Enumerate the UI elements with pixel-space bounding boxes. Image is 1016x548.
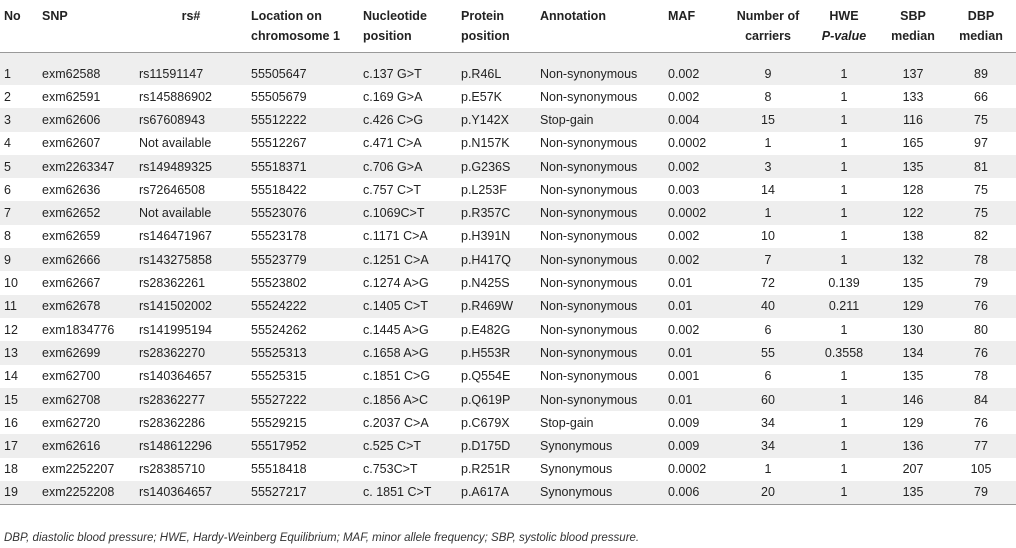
table-cell: 75	[946, 108, 1016, 131]
table-cell: p.H417Q	[457, 248, 536, 271]
table-cell: 122	[880, 201, 946, 224]
table-cell: 89	[946, 52, 1016, 85]
table-cell: p.H553R	[457, 341, 536, 364]
table-cell: exm62652	[38, 201, 135, 224]
table-cell: c.137 G>T	[359, 52, 457, 85]
column-header-line2: median	[891, 29, 935, 43]
table-cell: p.Q619P	[457, 388, 536, 411]
table-cell: 6	[4, 182, 11, 197]
table-cell: 9	[0, 248, 38, 271]
column-header-line2: position	[461, 29, 510, 43]
table-cell: 55523779	[247, 248, 359, 271]
table-cell: 10	[4, 276, 18, 291]
table-cell: c. 1851 C>T	[359, 481, 457, 504]
table-cell: 116	[880, 108, 946, 131]
table-cell: exm62607	[42, 136, 101, 151]
table-cell: 60	[728, 388, 808, 411]
table-cell: p.Y142X	[457, 108, 536, 131]
table-row	[0, 318, 1016, 341]
table-cell: p.R469W	[457, 295, 536, 318]
column-header-line1: No	[4, 9, 21, 23]
table-cell: Non-synonymous	[536, 201, 664, 224]
table-row	[0, 178, 1016, 201]
table-cell: Non-synonymous	[536, 155, 664, 178]
column-header-line1: Number of	[736, 9, 800, 23]
table-cell: c.1851 C>G	[363, 369, 431, 384]
table-cell: rs146471967	[139, 229, 212, 244]
table-cell: 0.003	[668, 182, 700, 197]
table-cell: 3	[728, 155, 808, 178]
table-cell: p.R357C	[457, 201, 536, 224]
table-cell: 128	[902, 182, 924, 197]
table-cell: Synonymous	[536, 481, 664, 504]
table-cell: 135	[880, 481, 946, 504]
table-cell: Non-synonymous	[536, 52, 664, 85]
table-cell: 9	[728, 52, 808, 85]
table-cell: 7	[728, 248, 808, 271]
table-cell: p.Q554E	[461, 369, 511, 384]
table-cell: rs140364657	[135, 481, 247, 504]
table-cell: rs140364657	[139, 369, 212, 384]
table-cell: 132	[880, 248, 946, 271]
table-cell: 17	[0, 434, 38, 457]
table-cell: 76	[946, 295, 1016, 318]
table-cell: 0.002	[664, 155, 728, 178]
table-cell: c.1274 A>G	[363, 276, 429, 291]
table-cell: 0.01	[664, 341, 728, 364]
table-cell: c.1445 A>G	[363, 322, 429, 337]
table-cell: 55527222	[247, 388, 359, 411]
table-cell: 0.002	[668, 322, 700, 337]
table-cell: exm62659	[42, 229, 101, 244]
table-cell: 0.009	[664, 434, 728, 457]
table-cell: 1	[808, 155, 880, 178]
table-cell: 0.0002	[664, 201, 728, 224]
table-cell: 16	[4, 415, 18, 430]
table-row	[0, 248, 1016, 271]
column-header-line1: Protein	[461, 9, 505, 23]
column-header	[946, 0, 1016, 52]
table-cell: rs145886902	[139, 89, 212, 104]
table-cell: c.1069C>T	[359, 201, 457, 224]
table-cell: 55525313	[247, 341, 359, 364]
table-cell: c.753C>T	[363, 462, 418, 477]
table-cell: Non-synonymous	[540, 136, 638, 151]
table-cell: Non-synonymous	[540, 229, 638, 244]
column-header	[880, 0, 946, 52]
table-cell: p.G236S	[457, 155, 536, 178]
table-cell: 137	[880, 52, 946, 85]
column-header-line1: SBP	[900, 9, 926, 23]
table-cell: 0.01	[664, 388, 728, 411]
table-cell: 1	[808, 52, 880, 85]
table-cell: p.N425S	[461, 276, 510, 291]
column-header	[359, 0, 457, 52]
table-cell: 8	[4, 229, 11, 244]
table-cell: 6	[764, 322, 772, 337]
table-cell: 1	[840, 136, 848, 151]
table-cell: 55518371	[247, 155, 359, 178]
column-header-line1: MAF	[668, 9, 696, 23]
column-header-line2: chromosome 1	[251, 29, 340, 43]
table-cell: 105	[970, 462, 992, 477]
table-cell: 55505679	[251, 89, 307, 104]
column-header-line2: carriers	[745, 29, 791, 43]
table-cell: 1	[808, 434, 880, 457]
table-cell: 1	[840, 89, 848, 104]
table-cell: 55512222	[247, 108, 359, 131]
table-cell: 1	[764, 136, 772, 151]
table-row	[0, 108, 1016, 131]
table-cell: 0.002	[668, 89, 700, 104]
table-cell: Non-synonymous	[540, 182, 638, 197]
table-cell: 207	[902, 462, 924, 477]
column-header	[728, 0, 808, 52]
table-cell: 0.211	[808, 295, 880, 318]
table-cell: 0.01	[664, 295, 728, 318]
table-cell: exm62699	[38, 341, 135, 364]
table-cell: p.L253F	[461, 182, 507, 197]
table-cell: rs28362261	[139, 276, 206, 291]
table-cell: exm62678	[38, 295, 135, 318]
table-cell: c.471 C>A	[363, 136, 422, 151]
column-header	[38, 0, 135, 52]
table-cell: p.E57K	[461, 89, 503, 104]
table-cell: 3	[0, 108, 38, 131]
table-cell: 75	[946, 201, 1016, 224]
table-cell: exm62666	[38, 248, 135, 271]
table-cell: rs141502002	[135, 295, 247, 318]
table-cell: c.1171 C>A	[363, 229, 428, 244]
table-row	[0, 132, 1016, 155]
table-cell: exm62720	[42, 415, 101, 430]
table-cell: exm2263347	[38, 155, 135, 178]
table-cell: 135	[902, 276, 924, 291]
table-cell: c.2037 C>A	[363, 415, 429, 430]
table-row	[0, 201, 1016, 224]
table-cell: 0.006	[664, 481, 728, 504]
table-cell: 55517952	[247, 434, 359, 457]
table-cell: 4	[4, 136, 11, 151]
table-cell: Non-synonymous	[540, 276, 638, 291]
table-cell: 0.002	[664, 248, 728, 271]
table-cell: 0.001	[668, 369, 700, 384]
table-cell: 0.3558	[808, 341, 880, 364]
table-cell: c.525 C>T	[359, 434, 457, 457]
table-cell: 14	[4, 369, 18, 384]
table-cell: exm62591	[42, 89, 101, 104]
table-cell: rs28362277	[135, 388, 247, 411]
table-cell: 134	[880, 341, 946, 364]
column-header	[664, 0, 728, 52]
table-cell: 129	[902, 415, 924, 430]
table-cell: 0.009	[668, 415, 700, 430]
table-cell: Not available	[135, 201, 247, 224]
table-cell: 1	[840, 182, 848, 197]
table-cell: p.A617A	[457, 481, 536, 504]
table-cell: 40	[728, 295, 808, 318]
table-cell: p.R251R	[461, 462, 511, 477]
table-cell: c.757 C>T	[363, 182, 422, 197]
column-header	[808, 0, 880, 52]
table-cell: 15	[0, 388, 38, 411]
table-cell: 55505647	[247, 52, 359, 85]
column-header-line2: median	[959, 29, 1003, 43]
table-cell: p.D175D	[457, 434, 536, 457]
table-row	[0, 458, 1016, 481]
column-header-line1: SNP	[42, 9, 68, 23]
table-cell: Non-synonymous	[536, 295, 664, 318]
table-cell: Not available	[139, 136, 212, 151]
table-cell: rs11591147	[135, 52, 247, 85]
table-cell: 13	[0, 341, 38, 364]
table-cell: 1	[764, 462, 772, 477]
table-cell: 55525315	[251, 369, 307, 384]
table-body	[0, 52, 1016, 504]
table-cell: 0.139	[828, 276, 860, 291]
table-cell: c.1658 A>G	[359, 341, 457, 364]
table-cell: exm62708	[38, 388, 135, 411]
table-cell: rs28385710	[139, 462, 206, 477]
column-header	[247, 0, 359, 52]
table-cell: rs149489325	[135, 155, 247, 178]
table-cell: exm2252207	[42, 462, 115, 477]
table-row	[0, 155, 1016, 178]
table-cell: exm62700	[42, 369, 101, 384]
table-row	[0, 271, 1016, 294]
table-cell: rs67608943	[135, 108, 247, 131]
table-cell: 0.002	[664, 52, 728, 85]
table-cell: 55518422	[251, 182, 307, 197]
table-cell: Stop-gain	[540, 415, 594, 430]
table-cell: 1	[840, 462, 848, 477]
table-cell: rs72646508	[139, 182, 206, 197]
table-cell: 1	[808, 481, 880, 504]
table-row	[0, 388, 1016, 411]
table-cell: p.C679X	[461, 415, 510, 430]
table-cell: rs28362286	[139, 415, 206, 430]
table-cell: 5	[0, 155, 38, 178]
table-cell: 55527217	[247, 481, 359, 504]
table-cell: rs148612296	[135, 434, 247, 457]
table-row	[0, 341, 1016, 364]
table-cell: 1	[840, 229, 848, 244]
table-cell: Non-synonymous	[540, 89, 638, 104]
table-cell: rs28362270	[135, 341, 247, 364]
table-cell: 76	[974, 415, 988, 430]
header-row	[0, 0, 1016, 52]
table-cell: 1	[808, 108, 880, 131]
column-header-line1: Nucleotide	[363, 9, 427, 23]
table-cell: Synonymous	[540, 462, 613, 477]
table-cell: 1	[840, 415, 848, 430]
table-cell: 165	[902, 136, 924, 151]
table-row	[0, 52, 1016, 85]
column-header	[0, 0, 38, 52]
table-cell: c.426 C>G	[359, 108, 457, 131]
column-header	[536, 0, 664, 52]
table-cell: 1	[0, 52, 38, 85]
table-cell: 1	[840, 369, 848, 384]
table-cell: 135	[902, 369, 924, 384]
table-cell: exm62606	[38, 108, 135, 131]
table-cell: Non-synonymous	[536, 388, 664, 411]
table-cell: exm1834776	[42, 322, 115, 337]
table-cell: p.E482G	[461, 322, 511, 337]
table-cell: 138	[902, 229, 924, 244]
table-cell: 34	[728, 434, 808, 457]
column-header	[135, 0, 247, 52]
table-cell: 7	[0, 201, 38, 224]
table-cell: c.169 G>A	[363, 89, 423, 104]
table-cell: 79	[946, 481, 1016, 504]
table-cell: 76	[946, 341, 1016, 364]
table-cell: exm62588	[38, 52, 135, 85]
table-cell: 0.0002	[668, 136, 707, 151]
column-header-line1: HWE	[829, 9, 859, 23]
table-row	[0, 411, 1016, 434]
table-cell: 78	[974, 369, 988, 384]
table-cell: 135	[880, 155, 946, 178]
table-cell: exm2252208	[38, 481, 135, 504]
table-cell: p.R46L	[457, 52, 536, 85]
table-cell: 75	[974, 182, 988, 197]
table-cell: 55523178	[251, 229, 307, 244]
table-cell: c.1251 C>A	[359, 248, 457, 271]
table-cell: 20	[728, 481, 808, 504]
table-cell: 0.01	[668, 276, 693, 291]
table-cell: 1	[728, 201, 808, 224]
table-cell: 1	[808, 248, 880, 271]
table-row	[0, 365, 1016, 388]
table-cell: c.706 G>A	[359, 155, 457, 178]
table-cell: 66	[974, 89, 988, 104]
table-cell: p.H391N	[461, 229, 511, 244]
table-cell: 19	[0, 481, 38, 504]
table-cell: 55524262	[251, 322, 307, 337]
table-row	[0, 434, 1016, 457]
table-cell: Stop-gain	[536, 108, 664, 131]
table-cell: 55512267	[251, 136, 307, 151]
table-cell: 77	[946, 434, 1016, 457]
table-cell: 2	[4, 89, 11, 104]
column-header-line1: Annotation	[540, 9, 606, 23]
table-cell: 12	[4, 322, 18, 337]
column-header-line1: DBP	[967, 9, 995, 23]
table-cell: c.1856 A>C	[359, 388, 457, 411]
table-cell: 82	[974, 229, 988, 244]
table-cell: 81	[946, 155, 1016, 178]
table-cell: 130	[902, 322, 924, 337]
table-row	[0, 295, 1016, 318]
table-cell: 72	[761, 276, 775, 291]
table-cell: 10	[761, 229, 775, 244]
column-header-line1: rs#	[181, 9, 201, 23]
column-header	[457, 0, 536, 52]
table-cell: 18	[4, 462, 18, 477]
table-cell: 55523802	[251, 276, 307, 291]
table-cell: Non-synonymous	[536, 341, 664, 364]
table-cell: 34	[761, 415, 775, 430]
table-cell: 55	[728, 341, 808, 364]
table-cell: 11	[0, 295, 38, 318]
table-cell: 80	[974, 322, 988, 337]
column-header-line2: position	[363, 29, 412, 43]
table-cell: 15	[728, 108, 808, 131]
table-cell: 0.004	[664, 108, 728, 131]
table-cell: 6	[764, 369, 772, 384]
table-cell: 146	[880, 388, 946, 411]
table-cell: rs141995194	[139, 322, 212, 337]
table-cell: Non-synonymous	[536, 248, 664, 271]
table-row	[0, 225, 1016, 248]
table-cell: 97	[974, 136, 988, 151]
table-cell: 8	[764, 89, 772, 104]
table-cell: 55523076	[247, 201, 359, 224]
column-header-line2: P-value	[821, 29, 867, 43]
table-cell: Non-synonymous	[540, 369, 638, 384]
table-cell: 1	[808, 201, 880, 224]
table-cell: 78	[946, 248, 1016, 271]
table-cell: rs143275858	[135, 248, 247, 271]
table-cell: 55529215	[251, 415, 307, 430]
column-header-line1: Location on	[251, 9, 322, 23]
table-cell: Synonymous	[536, 434, 664, 457]
table-cell: 136	[880, 434, 946, 457]
table-cell: 14	[761, 182, 775, 197]
table-cell: 79	[974, 276, 988, 291]
table-cell: 55518418	[251, 462, 307, 477]
table-cell: exm62636	[42, 182, 101, 197]
table-cell: 0.0002	[668, 462, 707, 477]
table-cell: 1	[840, 322, 848, 337]
table-cell: 133	[902, 89, 924, 104]
table-row	[0, 481, 1016, 504]
table-cell: Non-synonymous	[540, 322, 638, 337]
table-cell: 129	[880, 295, 946, 318]
table-cell: exm62667	[42, 276, 101, 291]
table-cell: 84	[946, 388, 1016, 411]
table-cell: c.1405 C>T	[359, 295, 457, 318]
table-cell: p.N157K	[461, 136, 510, 151]
table-cell: 1	[808, 388, 880, 411]
table-cell: 0.002	[668, 229, 700, 244]
table-cell: exm62616	[38, 434, 135, 457]
table-footnote: DBP, diastolic blood pressure; HWE, Hardy-Weinberg Equilibrium; MAF, minor allele frequency; SBP, systolic blood pressure.	[4, 532, 640, 544]
table-row	[0, 85, 1016, 108]
table-cell: 55524222	[247, 295, 359, 318]
